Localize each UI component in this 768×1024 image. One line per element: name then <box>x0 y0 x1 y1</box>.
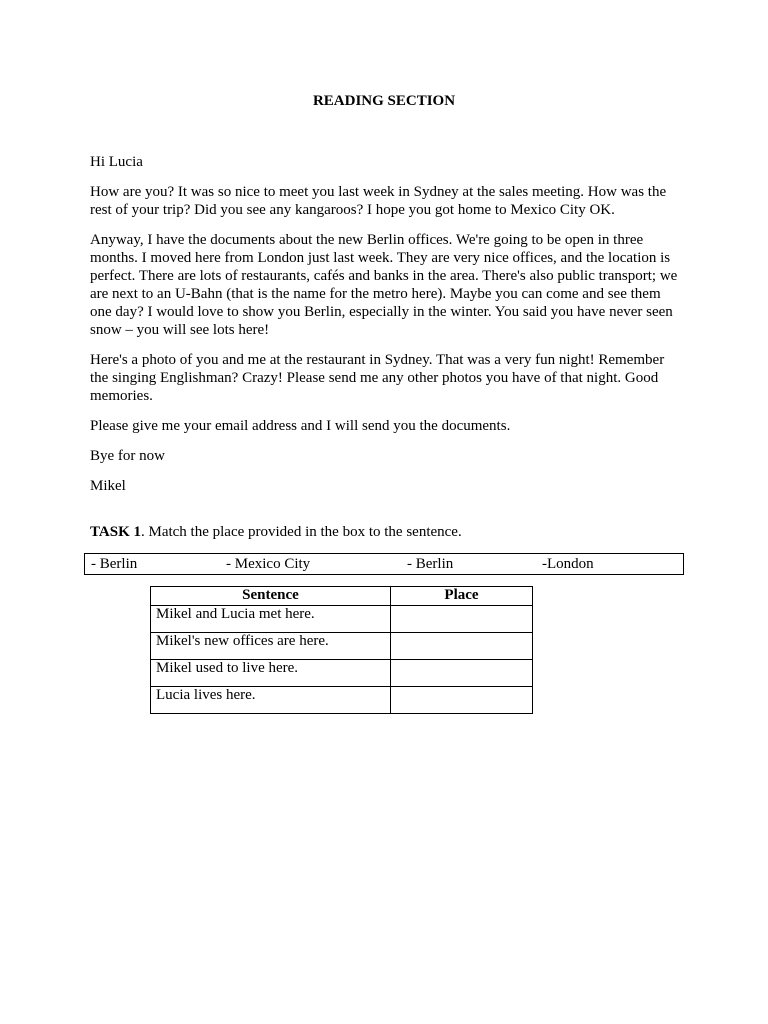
task-text: . Match the place provided in the box to the sentence. <box>140 524 462 540</box>
sentence-cell: Lucia lives here. <box>151 687 391 714</box>
table-row <box>151 633 533 660</box>
letter-body <box>90 153 680 507</box>
word-box-option: -London <box>542 556 594 572</box>
letter-paragraph: How are you? It was so nice to meet you last week in Sydney at the sales meeting. How was the rest of your trip? Did you see any kangaroos? I hope you got home to Mexico City OK. <box>90 184 667 218</box>
word-box-option: - Berlin <box>407 556 454 572</box>
page-title: READING SECTION <box>312 93 456 109</box>
letter-paragraph: Please give me your email address and I will send you the documents. <box>90 418 511 434</box>
sentence-cell: Mikel used to live here. <box>151 660 391 687</box>
task-instruction <box>90 523 462 541</box>
place-answer-cell[interactable] <box>391 687 533 714</box>
place-answer-cell[interactable] <box>391 660 533 687</box>
place-answer-cell[interactable] <box>391 606 533 633</box>
place-answer-cell[interactable] <box>391 633 533 660</box>
task-label: TASK 1 <box>90 524 141 540</box>
table-header-row <box>151 587 533 606</box>
table-header-sentence: Sentence <box>151 587 391 606</box>
letter-signature: Mikel <box>90 478 126 494</box>
letter-closing: Bye for now <box>90 448 165 464</box>
table-row <box>151 606 533 633</box>
matching-table <box>150 586 533 714</box>
sentence-cell: Mikel's new offices are here. <box>151 633 391 660</box>
table-row <box>151 687 533 714</box>
letter-paragraph: Anyway, I have the documents about the new Berlin offices. We're going to be open in three months. I moved here from London just last week. They are very nice offices, and the location is perfect. There are lots of restaurants, cafés and banks in the area. There's also public transport; we are next to an U-Bahn (that is the name for the metro here). Maybe you can come and see them one day? I would love to show you Berlin, especially in the winter. You said you have never seen snow – you will see lots here! <box>90 232 678 338</box>
sentence-cell: Mikel and Lucia met here. <box>151 606 391 633</box>
word-box-option: - Mexico City <box>226 556 311 572</box>
letter-greeting: Hi Lucia <box>90 154 143 170</box>
table-row <box>151 660 533 687</box>
table-header-place: Place <box>391 587 533 606</box>
word-box-option: - Berlin <box>91 556 138 572</box>
word-box <box>84 553 684 575</box>
letter-paragraph: Here's a photo of you and me at the restaurant in Sydney. That was a very fun night! Remember the singing Englishman? Crazy! Please send me any other photos you have of that night. Good memories. <box>90 352 665 404</box>
